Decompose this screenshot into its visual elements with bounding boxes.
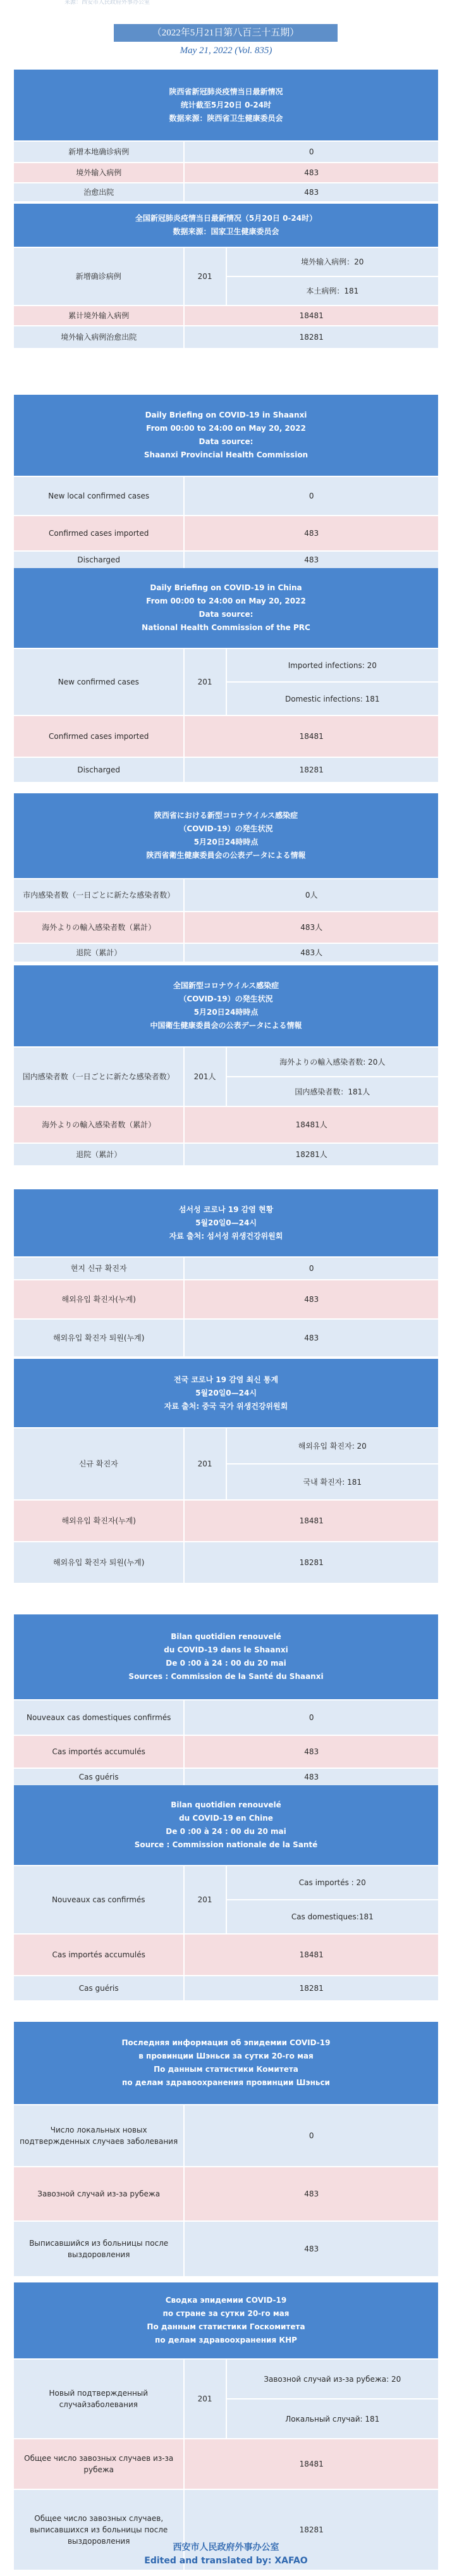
table-row: 治愈出院 483 (14, 182, 438, 201)
table-row: 国内感染者数（一日ごとに新たな感染者数） 201人 海外よりの輸入感染者数: 20人 国内感染者数：181人 (14, 1046, 438, 1106)
ja-national-card (14, 965, 438, 1165)
ja-local-title: 陝西省における新型コロナウイルス感染症 （COVID-19）の発生状況 5月20日24時時点 陝西省衛生健康委員会の公表データによる情報 (14, 793, 438, 878)
table-row: 海外よりの輸入感染者数（累計） 483人 (14, 911, 438, 943)
table-row: Discharged 483 (14, 550, 438, 568)
issue-header: （2022年5月21日第八百三十五期） (114, 24, 338, 42)
table-row: 退院（累計） 483人 (14, 943, 438, 962)
table-row: 신규 확진자 201 해외유입 확진자: 20 국내 확진자: 181 (14, 1427, 438, 1499)
fr-local-card (14, 1614, 438, 1785)
ru-national-card (14, 2282, 438, 2570)
table-row: 退院（累計） 18281人 (14, 1142, 438, 1165)
table-row: Confirmed cases imported 18481 (14, 715, 438, 757)
cn-local-title: 陕西省新冠肺炎疫情当日最新情况 统计截至5月20日 0-24时 数据来源：陕西省卫生健康委员会 (14, 70, 438, 140)
ko-local-card (14, 1189, 438, 1356)
ja-local-card (14, 793, 438, 962)
ru-national-title: Сводка эпидемии COVID-19 по стране за сутки 20-го мая По данным статистики Госкомитета по делам здравоохранения КНР (14, 2282, 438, 2358)
table-row: Новый подтвержденный случайзаболевания 201 Завозной случай из-за рубежа: 20 Локальный случай: 181 (14, 2358, 438, 2438)
table-row: 해외유입 확진자 퇴원(누계) 483 (14, 1318, 438, 1356)
table-row: New confirmed cases 201 Imported infections: 20 Domestic infections: 181 (14, 648, 438, 715)
table-row: Cas importés accumulés 18481 (14, 1933, 438, 1975)
table-row: 累计境外输入病例 18481 (14, 305, 438, 325)
table-row: 현지 신규 확진자 0 (14, 1256, 438, 1279)
en-national-card (14, 568, 438, 782)
en-national-title: Daily Briefing on COVID-19 in China From 00:00 to 24:00 on May 20, 2022 Data source: National Health Commission of the PRC (14, 568, 438, 648)
table-row: Discharged 18281 (14, 757, 438, 782)
ko-national-card (14, 1359, 438, 1583)
table-row: 해외유입 확진자(누계) 483 (14, 1279, 438, 1318)
top-caption: 来源：西安市人民政府外事办公室 (64, 0, 150, 6)
table-row: New local confirmed cases 0 (14, 476, 438, 515)
ja-national-title: 全国新型コロナウイルス感染症 （COVID-19）の発生状況 5月20日24時時点 中国衛生健康委員会の公表データによる情報 (14, 965, 438, 1046)
cn-national-card (14, 204, 438, 348)
table-row: Cas guéris 18281 (14, 1975, 438, 2000)
table-row: 해외유입 확진자(누계) 18481 (14, 1499, 438, 1541)
table-row: Cas guéris 483 (14, 1768, 438, 1785)
table-row: Выписавшийся из больницы после выздоровления 483 (14, 2220, 438, 2276)
table-row: 해외유입 확진자 퇴원(누계) 18281 (14, 1541, 438, 1583)
table-row: 境外输入病例 483 (14, 162, 438, 182)
issue-date: May 21, 2022 (Vol. 835) (180, 46, 272, 56)
cn-national-title: 全国新冠肺炎疫情当日最新情况（5月20日 0-24时） 数据来源：国家卫生健康委员会 (14, 204, 438, 247)
en-local-card (14, 395, 438, 568)
table-row: Число локальных новых подтвержденных случаев заболевания 0 (14, 2104, 438, 2166)
ko-national-title: 전국 코로나 19 감염 최신 통계 5월20일0—24시 자료 출처: 중국 국가 위생건강위원회 (14, 1359, 438, 1427)
fr-national-title: Bilan quotidien renouvelé du COVID-19 en Chine De 0 :00 à 24 : 00 du 20 mai Source : Commission nationale de la Santé (14, 1785, 438, 1865)
table-row: 新增本地确诊病例 0 (14, 140, 438, 162)
cn-local-card (14, 70, 438, 201)
ru-local-card (14, 2022, 438, 2276)
table-row: Nouveaux cas domestiques confirmés 0 (14, 1699, 438, 1735)
table-row: Общее число завозных случаев, выписавшихся из больницы после выздоровления 18281 (14, 2489, 438, 2570)
footer-org: 西安市人民政府外事办公室 (173, 2542, 279, 2553)
table-row: Nouveaux cas confirmés 201 Cas importés : 20 Cas domestiques:181 (14, 1865, 438, 1933)
table-row: Cas importés accumulés 483 (14, 1735, 438, 1768)
fr-national-card (14, 1785, 438, 2000)
fr-local-title: Bilan quotidien renouvelé du COVID-19 dans le Shaanxi De 0 :00 à 24 : 00 du 20 mai Sources : Commission de la Santé du Shaanxi (14, 1614, 438, 1699)
table-row: 海外よりの輸入感染者数（累計） 18481人 (14, 1106, 438, 1142)
table-row: Confirmed cases imported 483 (14, 515, 438, 550)
ko-local-title: 섬서성 코로나 19 감염 현황 5월20일0—24시 자료 출처: 섬서성 위생건강위원회 (14, 1189, 438, 1256)
table-row: 新增确诊病例 201 境外输入病例：20 本土病例：181 (14, 247, 438, 305)
table-row: Завозной случай из-за рубежа 483 (14, 2166, 438, 2220)
table-row: 市内感染者数（一日ごとに新たな感染者数） 0人 (14, 878, 438, 911)
table-row: 境外输入病例治愈出院 18281 (14, 325, 438, 348)
footer-credit: Edited and translated by: XAFAO (144, 2556, 308, 2566)
ru-local-title: Последняя информация об эпидемии COVID-19 в провинции Шэньси за сутки 20-го мая По данным статистики Комитета по делам здравоохранения провинции Шэньси (14, 2022, 438, 2104)
table-row: Общее число завозных случаев из-за рубежа 18481 (14, 2438, 438, 2489)
en-local-title: Daily Briefing on COVID-19 in Shaanxi From 00:00 to 24:00 on May 20, 2022 Data source: Shaanxi Provincial Health Commission (14, 395, 438, 476)
